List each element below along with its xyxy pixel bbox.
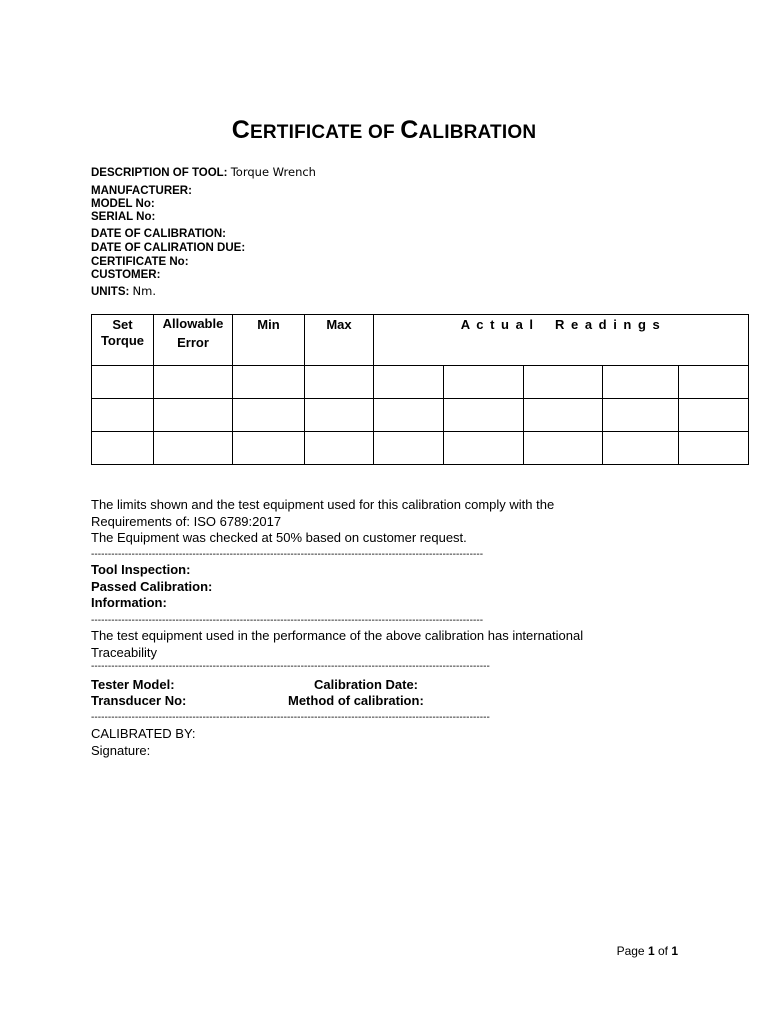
table-cell[interactable] <box>154 366 233 399</box>
inspection-block: Tool Inspection: Passed Calibration: Information: <box>91 562 213 610</box>
certificate-number-field: CERTIFICATE No: <box>91 256 189 268</box>
table-cell[interactable] <box>92 366 154 399</box>
table-cell[interactable] <box>154 432 233 465</box>
customer-field: CUSTOMER: <box>91 269 161 281</box>
page-title: CERTIFICATE OF CALIBRATION <box>231 116 537 144</box>
divider: -------------------------------------------------------------------------------------------------------------------- <box>91 550 484 560</box>
table-cell[interactable] <box>233 366 305 399</box>
table-cell[interactable] <box>679 366 749 399</box>
units-field: UNITS: Nm. <box>91 284 157 298</box>
table-cell[interactable] <box>444 432 524 465</box>
table-cell[interactable] <box>233 432 305 465</box>
table-cell[interactable] <box>374 432 444 465</box>
compliance-text: The limits shown and the test equipment used for this calibration comply with the Requirements of: ISO 6789:2017 The Equipment was checked at 50% based on customer request. <box>91 497 555 545</box>
header-min: Min <box>233 315 305 366</box>
table-cell[interactable] <box>305 399 374 432</box>
table-header-row <box>92 315 749 366</box>
table-cell[interactable] <box>524 366 603 399</box>
table-cell[interactable] <box>524 399 603 432</box>
header-allowable-error: Allowable Error <box>154 315 233 366</box>
header-set-torque: Set Torque <box>92 315 154 366</box>
signoff-block: CALIBRATED BY: Signature: <box>91 726 196 758</box>
table-row <box>92 432 749 465</box>
header-max: Max <box>305 315 374 366</box>
table-cell[interactable] <box>524 432 603 465</box>
table-row <box>92 366 749 399</box>
table-cell[interactable] <box>92 399 154 432</box>
table-cell[interactable] <box>154 399 233 432</box>
manufacturer-field: MANUFACTURER: <box>91 185 192 197</box>
table-cell[interactable] <box>374 399 444 432</box>
table-cell[interactable] <box>603 432 679 465</box>
tester-model-label: Tester Model: <box>91 677 175 692</box>
page-number: Page 1 of 1 <box>616 944 678 958</box>
table-cell[interactable] <box>679 399 749 432</box>
calibration-date-label: Calibration Date: <box>314 677 419 692</box>
table-cell[interactable] <box>305 432 374 465</box>
table-cell[interactable] <box>374 366 444 399</box>
model-field: MODEL No: <box>91 198 155 210</box>
divider: -------------------------------------------------------------------------------------------------------------------- <box>91 616 484 626</box>
table-cell[interactable] <box>603 399 679 432</box>
method-label: Method of calibration: <box>288 693 424 708</box>
divider: ---------------------------------------------------------------------------------------------------------------------- <box>91 713 490 723</box>
table-row <box>92 399 749 432</box>
table-cell[interactable] <box>233 399 305 432</box>
divider: ---------------------------------------------------------------------------------------------------------------------- <box>91 662 490 672</box>
serial-field: SERIAL No: <box>91 211 156 223</box>
description-field: DESCRIPTION OF TOOL: Torque Wrench <box>91 165 316 179</box>
transducer-label: Transducer No: <box>91 693 187 708</box>
header-actual-readings: A c t u a l R e a d i n g s <box>374 315 749 366</box>
table-cell[interactable] <box>92 432 154 465</box>
readings-table <box>91 314 749 465</box>
table-cell[interactable] <box>305 366 374 399</box>
table-cell[interactable] <box>444 366 524 399</box>
date-of-calibration-field: DATE OF CALIBRATION: <box>91 228 227 240</box>
traceability-text: The test equipment used in the performance of the above calibration has international Traceability <box>91 628 584 660</box>
table-cell[interactable] <box>679 432 749 465</box>
table-cell[interactable] <box>444 399 524 432</box>
table-cell[interactable] <box>603 366 679 399</box>
date-due-field: DATE OF CALIRATION DUE: <box>91 242 246 254</box>
